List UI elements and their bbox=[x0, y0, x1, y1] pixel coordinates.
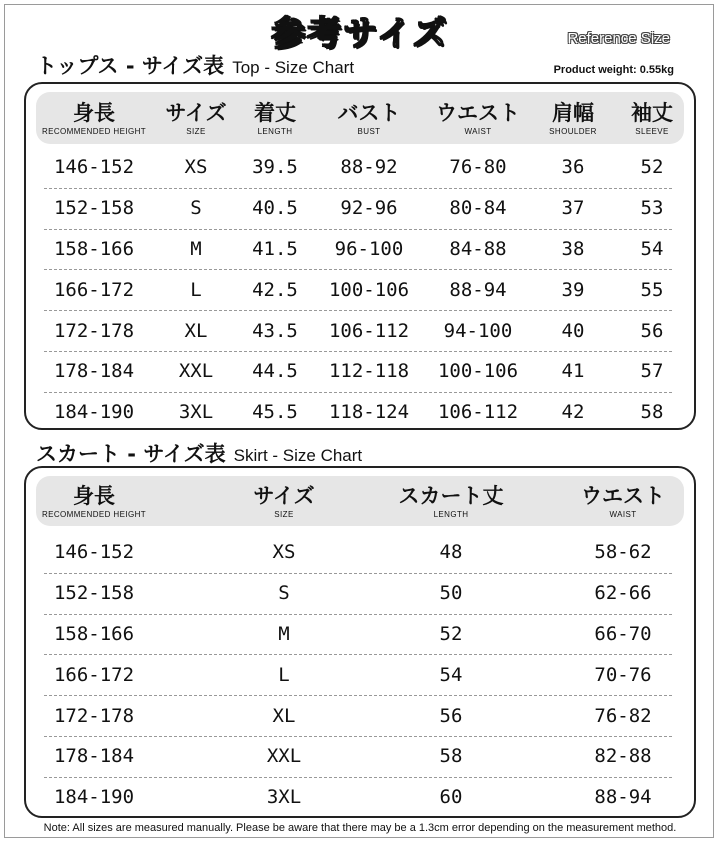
tops-table-cell: 40.5 bbox=[252, 197, 298, 220]
tops-table-cell: 92-96 bbox=[340, 197, 398, 220]
table-row bbox=[26, 695, 694, 736]
measurement-note: Note: All sizes are measured manually. Please be aware that there may be a 1.3cm error depending on the measurement method. bbox=[43, 822, 677, 834]
tops-table-cell: 58 bbox=[640, 401, 664, 424]
reference-size-label: Reference Size bbox=[567, 30, 670, 47]
tops-table-cell: 41.5 bbox=[252, 237, 298, 260]
skirt-header-label: ウエスト bbox=[581, 483, 665, 508]
tops-table-cell: 43.5 bbox=[252, 319, 298, 342]
tops-table-cell: 80-84 bbox=[449, 197, 507, 220]
tops-header-label: 身長 bbox=[73, 100, 115, 125]
skirt-header-label: スカート丈 bbox=[398, 483, 504, 508]
skirt-table-cell: 88-94 bbox=[594, 786, 652, 809]
tops-header-label: ウエスト bbox=[436, 100, 520, 125]
tops-table-cell: 184-190 bbox=[53, 401, 135, 424]
tops-table-cell: 88-94 bbox=[449, 278, 507, 301]
skirt-table-cell: 56 bbox=[439, 704, 463, 727]
table-row bbox=[26, 532, 694, 573]
tops-table-cell: 152-158 bbox=[53, 197, 135, 220]
table-row bbox=[26, 310, 694, 351]
tops-table-cell: 42.5 bbox=[252, 278, 298, 301]
tops-table-cell: 40 bbox=[561, 319, 585, 342]
tops-header-label: 肩幅 bbox=[552, 100, 594, 125]
tops-table-cell: 42 bbox=[561, 401, 585, 424]
skirt-table-cell: 3XL bbox=[266, 786, 302, 809]
tops-table-cell: 39.5 bbox=[252, 156, 298, 179]
table-row bbox=[26, 654, 694, 695]
tops-table-cell: 54 bbox=[640, 237, 664, 260]
tops-table-cell: 53 bbox=[640, 197, 664, 220]
skirt-table-header bbox=[36, 476, 684, 526]
tops-header-label: 着丈 bbox=[254, 100, 296, 125]
tops-table-cell: 52 bbox=[640, 156, 664, 179]
tops-table-cell: 158-166 bbox=[53, 237, 135, 260]
tops-title-en: Top - Size Chart bbox=[232, 58, 355, 77]
tops-table-cell: 96-100 bbox=[334, 237, 404, 260]
page-title: 参考サイズ bbox=[271, 14, 449, 54]
tops-table-cell: 56 bbox=[640, 319, 664, 342]
tops-header-sublabel: SHOULDER bbox=[549, 126, 597, 136]
tops-table-cell: 166-172 bbox=[53, 278, 135, 301]
skirt-header-cell bbox=[214, 476, 354, 526]
skirt-table-cell: 158-166 bbox=[53, 622, 135, 645]
table-row bbox=[26, 188, 694, 229]
product-weight: Product weight: 0.55kg bbox=[553, 64, 674, 76]
tops-table-cell: XL bbox=[184, 319, 208, 342]
skirt-header-label: サイズ bbox=[253, 483, 315, 508]
skirt-header-cell bbox=[381, 476, 521, 526]
tops-table-cell: 55 bbox=[640, 278, 664, 301]
tops-header-sublabel: SIZE bbox=[186, 126, 206, 136]
skirt-table-cell: L bbox=[278, 663, 290, 686]
skirt-header-sublabel: LENGTH bbox=[433, 509, 469, 519]
skirt-table-cell: 178-184 bbox=[53, 745, 135, 768]
tops-table-cell: 76-80 bbox=[449, 156, 507, 179]
table-row bbox=[26, 147, 694, 188]
tops-table-cell: S bbox=[190, 197, 202, 220]
skirt-table-cell: 70-76 bbox=[594, 663, 652, 686]
skirt-table-cell: 48 bbox=[439, 541, 463, 564]
table-row bbox=[26, 392, 694, 433]
tops-table-cell: 118-124 bbox=[328, 401, 410, 424]
skirt-table-cell: XS bbox=[272, 541, 296, 564]
skirt-table-cell: 66-70 bbox=[594, 622, 652, 645]
skirt-table-cell: 52 bbox=[439, 622, 463, 645]
tops-header-label: 袖丈 bbox=[631, 100, 673, 125]
tops-header-sublabel: SLEEVE bbox=[635, 126, 669, 136]
tops-table-cell: XS bbox=[184, 156, 208, 179]
tops-header-label: バスト bbox=[337, 100, 401, 125]
skirt-header-sublabel: RECOMMENDED HEIGHT bbox=[41, 509, 147, 519]
tops-table-cell: 3XL bbox=[178, 401, 214, 424]
skirt-table-cell: 146-152 bbox=[53, 541, 135, 564]
skirt-table-cell: S bbox=[278, 582, 290, 605]
skirt-section-title bbox=[36, 438, 362, 468]
tops-table-cell: M bbox=[190, 237, 202, 260]
skirt-header-cell bbox=[553, 476, 693, 526]
skirt-table-cell: XXL bbox=[266, 745, 302, 768]
table-row bbox=[26, 736, 694, 777]
skirt-header-cell bbox=[24, 476, 164, 526]
table-row bbox=[26, 573, 694, 614]
tops-table-cell: XXL bbox=[178, 360, 214, 383]
skirt-table-cell: 58-62 bbox=[594, 541, 652, 564]
tops-section-title bbox=[36, 50, 354, 80]
skirt-header-sublabel: SIZE bbox=[274, 509, 294, 519]
skirt-table-cell: 172-178 bbox=[53, 704, 135, 727]
skirt-table-cell: M bbox=[278, 622, 290, 645]
skirt-table-cell: 184-190 bbox=[53, 786, 135, 809]
skirt-table-cell: 166-172 bbox=[53, 663, 135, 686]
tops-table-cell: 41 bbox=[561, 360, 585, 383]
skirt-table-cell: 152-158 bbox=[53, 582, 135, 605]
tops-table-cell: 146-152 bbox=[53, 156, 135, 179]
skirt-title-jp: スカート - サイズ表 bbox=[36, 442, 226, 466]
tops-table-cell: 57 bbox=[640, 360, 664, 383]
tops-table-cell: 106-112 bbox=[437, 401, 519, 424]
tops-table-cell: 37 bbox=[561, 197, 585, 220]
skirt-table-cell: 82-88 bbox=[594, 745, 652, 768]
table-row bbox=[26, 229, 694, 270]
tops-table-cell: 94-100 bbox=[443, 319, 513, 342]
skirt-header-sublabel: WAIST bbox=[609, 509, 637, 519]
tops-table-cell: 44.5 bbox=[252, 360, 298, 383]
tops-table-cell: 88-92 bbox=[340, 156, 398, 179]
skirt-table-cell: 54 bbox=[439, 663, 463, 686]
skirt-table-cell: XL bbox=[272, 704, 296, 727]
tops-table-cell: 100-106 bbox=[328, 278, 410, 301]
skirt-table-cell: 60 bbox=[439, 786, 463, 809]
table-row bbox=[26, 777, 694, 818]
skirt-title-en: Skirt - Size Chart bbox=[233, 446, 363, 465]
skirt-header-label: 身長 bbox=[73, 483, 115, 508]
tops-header-sublabel: WAIST bbox=[464, 126, 492, 136]
tops-header-sublabel: RECOMMENDED HEIGHT bbox=[41, 126, 147, 136]
table-row bbox=[26, 614, 694, 655]
tops-table-cell: 112-118 bbox=[328, 360, 410, 383]
tops-size-table bbox=[24, 82, 696, 430]
tops-table-cell: 45.5 bbox=[252, 401, 298, 424]
skirt-table-cell: 62-66 bbox=[594, 582, 652, 605]
tops-table-cell: 100-106 bbox=[437, 360, 519, 383]
skirt-table-cell: 76-82 bbox=[594, 704, 652, 727]
tops-table-cell: 38 bbox=[561, 237, 585, 260]
tops-table-cell: 39 bbox=[561, 278, 585, 301]
skirt-table-cell: 58 bbox=[439, 745, 463, 768]
tops-table-cell: L bbox=[190, 278, 202, 301]
tops-header-label: サイズ bbox=[165, 100, 227, 125]
tops-table-cell: 172-178 bbox=[53, 319, 135, 342]
table-row bbox=[26, 351, 694, 392]
tops-header-sublabel: LENGTH bbox=[257, 126, 293, 136]
tops-header-cell bbox=[582, 92, 720, 144]
skirt-size-table bbox=[24, 466, 696, 818]
tops-title-jp: トップス - サイズ表 bbox=[36, 54, 225, 78]
skirt-table-cell: 50 bbox=[439, 582, 463, 605]
tops-table-cell: 36 bbox=[561, 156, 585, 179]
tops-table-header bbox=[36, 92, 684, 144]
tops-table-cell: 178-184 bbox=[53, 360, 135, 383]
tops-table-cell: 84-88 bbox=[449, 237, 507, 260]
tops-header-sublabel: BUST bbox=[357, 126, 381, 136]
tops-table-cell: 106-112 bbox=[328, 319, 410, 342]
table-row bbox=[26, 269, 694, 310]
